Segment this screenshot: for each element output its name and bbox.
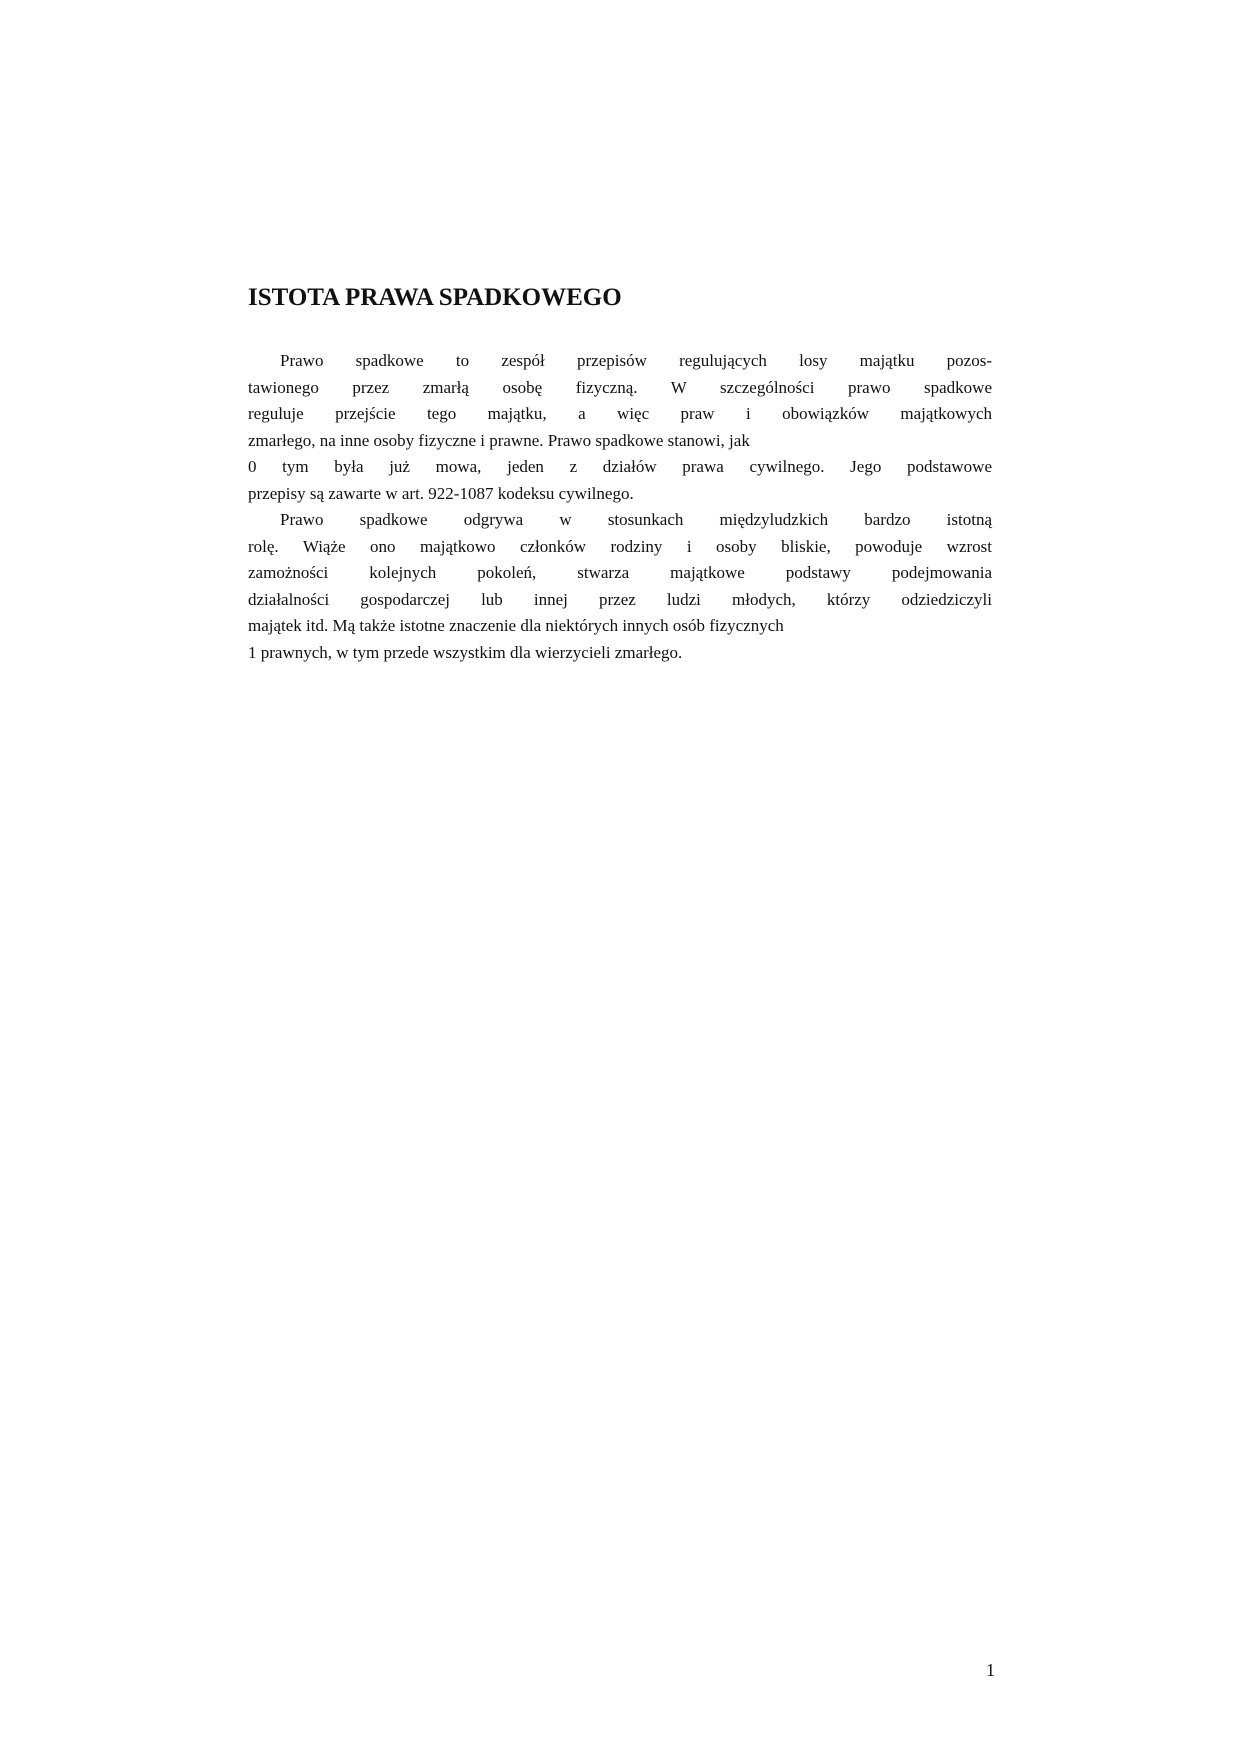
text-line: rolę. Wiąże ono majątkowo członków rodziny i osoby bliskie, powoduje wzrost [248,536,992,556]
page-title: ISTOTA PRAWA SPADKOWEGO [248,284,622,311]
paragraph-1 [248,348,992,507]
page-content [248,282,992,666]
text-line: tawionego przez zmarłą osobę fizyczną. W szczególności prawo spadkowe [248,377,992,397]
text-line: 0 tym była już mowa, jeden z działów prawa cywilnego. Jego podstawowe [248,457,992,476]
text-line: zmarłego, na inne osoby fizyczne i prawne. Prawo spadkowe stanowi, jak [248,430,750,450]
text-line: Prawo spadkowe to zespół przepisów regulujących losy majątku pozos- [280,351,992,370]
text-line: zamożności kolejnych pokoleń, stwarza majątkowe podstawy podejmowania [248,563,992,582]
text-line: Prawo spadkowe odgrywa w stosunkach międzyludzkich bardzo istotną [280,510,992,529]
text-line: reguluje przejście tego majątku, a więc praw i obowiązków majątkowych [248,404,992,423]
text-line: przepisy są zawarte w art. 922-1087 kodeksu cywilnego. [248,483,634,503]
text-line: działalności gospodarczej lub innej przez ludzi młodych, którzy odziedziczyli [248,589,992,609]
paragraph-2 [248,507,992,666]
page-number: 1 [986,1660,995,1680]
text-line: 1 prawnych, w tym przede wszystkim dla wierzycieli zmarłego. [248,642,683,662]
text-line: majątek itd. Mą także istotne znaczenie dla niektórych innych osób fizycznych [248,616,784,635]
